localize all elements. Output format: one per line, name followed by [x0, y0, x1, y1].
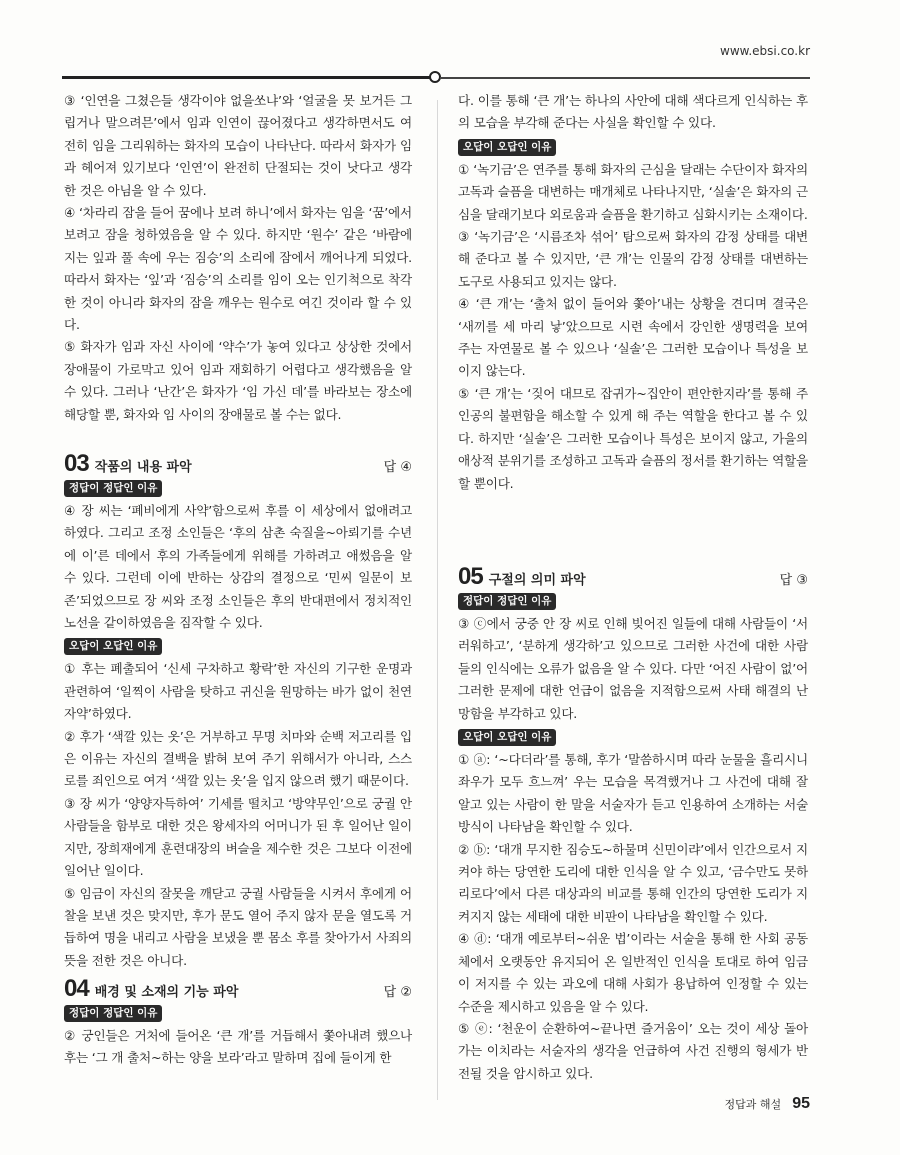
explanation-paragraph: ③ ‘인연을 그쳤은들 생각이야 없을쏘냐’와 ‘얼굴을 못 보거든 그립거나 말으려믄’에서 임과 인연이 끊어졌다고 생각하면서도 여전히 임을 그리워하는 화자의 모습이 나타난다. 따라서 화자가 임과 헤어져 있기보다 ‘인연’이 완전히 단절되는 것이 낫다고 생각한 것은 아님을 알 수 있다. — [64, 93, 412, 198]
page-number: 95 — [792, 1095, 810, 1112]
page-footer — [700, 1093, 810, 1113]
wrong-explanation: ⑤ ‘큰 개’는 ‘짖어 대므로 잡귀가~집안이 편안한지라’를 통해 주인공의 불편함을 해소할 수 있게 해 주는 역할을 한다고 볼 수 있다. 하지만 ‘실솔’은 그러한 모습이나 특성은 보이지 않고, 가을의 애상적 분위기를 조성하고 고독과 슬픔의 정서를 환기하는 역할을 할 뿐이다. — [458, 385, 808, 491]
question-title: 배경 및 소재의 기능 파악 — [94, 985, 239, 1000]
wrong-explanation: ⑤ ⓔ: ‘천운이 순환하여~끝나면 즐거움이’ 오는 것이 세상 돌아가는 이치라는 서술자의 생각을 언급하여 사건 진행의 형세가 반전될 것을 암시하고 있다. — [458, 1020, 808, 1081]
wrong-reason-badge: 오답이 오답인 이유 — [458, 139, 556, 156]
correct-reason-badge: 정답이 정답인 이유 — [458, 593, 556, 610]
wrong-explanation: ① ⓐ: ‘~다더라’를 통해, 후가 ‘말씀하시며 따라 눈물을 흘리시니 좌우가 모두 흐느껴’ 우는 모습을 목격했거나 그 사건에 대해 잘 알고 있는 사람이 한 말을 서술자가 듣고 인용하여 소개하는 서술 방식이 나타남을 확인할 수 있다. — [458, 752, 808, 835]
question-04 — [64, 975, 412, 1070]
wrong-explanation: ② 후가 ‘색깔 있는 옷’은 거부하고 무명 치마와 순백 저고리를 입은 이유는 자신의 결백을 밝혀 보여 주기 위해서가 아니라, 스스로를 죄인으로 여겨 ‘색깔 있는 옷’을 입지 않으려 했기 때문이다. — [64, 728, 412, 789]
wrong-explanation: ④ ⓓ: ‘대개 예로부터~쉬운 법’이라는 서술을 통해 한 사회 공동체에서 오랫동안 유지되어 온 일반적인 인식을 토대로 하여 임금이 저지를 수 있는 과오에 대해 사회가 용납하여 인정할 수 있는 수준을 제시하고 있음을 알 수 있다. — [458, 931, 808, 1014]
wrong-explanation: ⑤ 임금이 자신의 잘못을 깨닫고 궁궐 사람들을 시켜서 후에게 어찰을 보낸 것은 맞지만, 후가 문도 열어 주지 않자 문을 열도록 거듭하여 명을 내리고 사람을 보냈을 뿐 몸소 후를 찾아가서 사죄의 뜻을 전한 것은 아니다. — [64, 885, 412, 968]
question-title: 구절의 의미 파악 — [488, 573, 586, 588]
column-divider — [437, 100, 438, 1100]
site-url: www.ebsi.co.kr — [720, 44, 810, 58]
question-header — [458, 563, 808, 589]
wrong-explanation: ① 후는 폐출되어 ‘신세 구차하고 황락’한 자신의 기구한 운명과 관련하여 ‘일찍이 사람을 탓하고 귀신을 원망하는 바가 없이 천연자약’하였다. — [64, 661, 412, 722]
correct-reason-badge: 정답이 정답인 이유 — [64, 480, 162, 497]
wrong-explanation: ① ‘녹기금’은 연주를 통해 화자의 근심을 달래는 수단이자 화자의 고독과 슬픔을 대변하는 매개체로 나타나지만, ‘실솔’은 화자의 근심을 달래기보다 외로움과 슬픔을 환기하고 심화시키는 소재이다. — [458, 161, 808, 222]
wrong-reason-badge: 오답이 오답인 이유 — [64, 638, 162, 655]
question-03 — [64, 450, 412, 972]
explanation-paragraph: ④ ‘차라리 잠을 들어 꿈에나 보려 하니’에서 화자는 임을 ‘꿈’에서 보려고 잠을 청하였음을 알 수 있다. 하지만 ‘원수’ 같은 ‘바람에 지는 잎과 풀 속에 우는 짐승’의 소리에 잠에서 깨어나게 되었다. 따라서 화자는 ‘잎’과 ‘짐승’의 소리를 임이 오는 인기척으로 착각한 것이 아니라 화자의 잠을 깨우는 원수로 여긴 것이라 할 수 있다. — [64, 205, 412, 333]
wrong-explanation: ③ 장 씨가 ‘양양자득하여’ 기세를 떨치고 ‘방약무인’으로 궁궐 안 사람들을 함부로 대한 것은 왕세자의 어머니가 된 후 일어난 일이지만, 장희재에게 훈련대장의 벼슬을 제수한 것은 그보다 이전에 일어난 일이다. — [64, 795, 412, 879]
wrong-reason-badge: 오답이 오답인 이유 — [458, 729, 556, 746]
correct-reason-badge: 정답이 정답인 이유 — [64, 1005, 162, 1022]
footer-label: 정답과 해설 — [724, 1098, 782, 1111]
question-header — [64, 450, 412, 476]
correct-explanation: ③ ⓒ에서 궁중 안 장 씨로 인해 빚어진 일들에 대해 사람들이 ‘서러워하고’, ‘분하게 생각하’고 있으므로 그러한 사건에 대한 사람들의 인식에는 오류가 없음을 알 수 있다. 다만 ‘어진 사람이 없’어 그러한 문제에 대한 언급이 없음을 지적함으로써 사태 해결의 난망함을 부각하고 있다. — [458, 616, 808, 721]
question-number: 03 — [64, 450, 89, 477]
wrong-explanation: ④ ‘큰 개’는 ‘출처 없이 들어와 쫓아’내는 상황을 견디며 결국은 ‘새끼를 세 마리 낳’았으므로 시련 속에서 강인한 생명력을 보여 주는 자연물로 볼 수 있으나 ‘실솔’은 그러한 모습이나 특성을 보이지 않는다. — [458, 296, 808, 379]
question-header — [64, 975, 412, 1001]
left-column — [64, 0, 412, 1155]
wrong-explanation: ② ⓑ: ‘대개 무지한 짐승도~하물며 신민이랴’에서 인간으로서 지켜야 하는 당연한 도리에 대한 인식을 알 수 있고, ‘금수만도 못하리로다’에서 다른 대상과의 비교를 통해 인간의 당연한 도리가 지켜지지 않는 세태에 대한 비판이 나타남을 확인할 수 있다. — [458, 841, 808, 924]
explanation-paragraph: ⑤ 화자가 임과 자신 사이에 ‘약수’가 놓여 있다고 상상한 것에서 장애물이 가로막고 있어 임과 재회하기 어렵다고 생각했음을 알 수 있다. 그러나 ‘난간’은 화자가 ‘임 가신 데’를 바라보는 장소에 해당할 뿐, 화자와 임 사이의 장애물로 볼 수는 없다. — [64, 339, 412, 422]
correct-explanation: ② 궁인들은 거처에 들어온 ‘큰 개’를 거듭해서 쫓아내려 했으나 후는 ‘그 개 출처~하는 양을 보라’라고 말하며 집에 들이게 한 — [64, 1028, 412, 1066]
question-04-continued — [458, 90, 808, 495]
question-title: 작품의 내용 파악 — [94, 460, 192, 475]
question-number: 04 — [64, 975, 89, 1002]
question-number: 05 — [458, 563, 483, 590]
right-column — [458, 0, 808, 1155]
answer-label: 답 ③ — [779, 573, 808, 588]
question-05 — [458, 563, 808, 1085]
answer-label: 답 ④ — [383, 460, 412, 475]
correct-explanation: 다. 이를 통해 ‘큰 개’는 하나의 사안에 대해 색다르게 인식하는 후의 모습을 부각해 준다는 사실을 확인할 수 있다. — [458, 93, 808, 131]
correct-explanation: ④ 장 씨는 ‘폐비에게 사약’함으로써 후를 이 세상에서 없애려고 하였다. 그리고 조정 소인들은 ‘후의 삼촌 숙질을~아뢰기를 수년에 이’른 데에서 후의 가족들에게 위해를 가하려고 애썼음을 알 수 있다. 그런데 이에 반하는 상감의 결정으로 ‘민씨 일문이 보존’되었으므로 장 씨와 조정 소인들은 후의 반대편에서 정치적인 노선을 같이하였음을 짐작할 수 있다. — [64, 503, 412, 631]
previous-question-explanations — [64, 90, 412, 426]
wrong-explanation: ③ ‘녹기금’은 ‘시름조차 섞어’ 탐으로써 화자의 감정 상태를 대변해 준다고 볼 수 있지만, ‘큰 개’는 인물의 감정 상태를 대변하는 도구로 사용되고 있지는 않다. — [458, 229, 808, 289]
answer-label: 답 ② — [383, 985, 412, 1000]
